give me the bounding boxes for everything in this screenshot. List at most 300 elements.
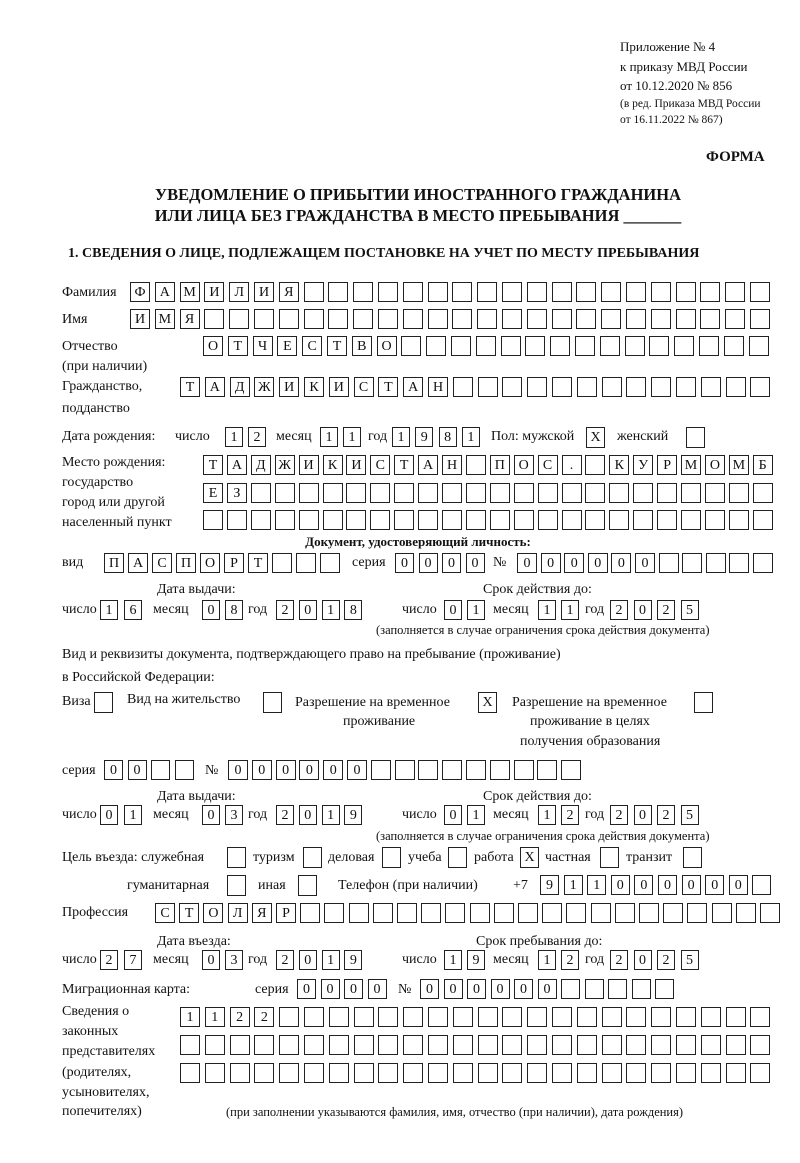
char-box[interactable]: [724, 336, 744, 356]
char-box[interactable]: 9: [344, 805, 362, 825]
char-box[interactable]: [655, 979, 674, 999]
char-box[interactable]: [328, 309, 348, 329]
char-box[interactable]: [701, 377, 721, 397]
char-box[interactable]: [477, 309, 497, 329]
char-box[interactable]: [353, 282, 373, 302]
char-box[interactable]: 0: [299, 760, 319, 780]
char-box[interactable]: [527, 1007, 547, 1027]
char-box[interactable]: [701, 1007, 721, 1027]
char-box[interactable]: [320, 553, 340, 573]
char-box[interactable]: 2: [657, 950, 675, 970]
char-box[interactable]: [328, 282, 348, 302]
char-box[interactable]: Т: [203, 455, 223, 475]
char-box[interactable]: [180, 1035, 200, 1055]
char-box[interactable]: [180, 1063, 200, 1083]
char-box[interactable]: [576, 309, 596, 329]
char-box[interactable]: [452, 282, 472, 302]
char-box[interactable]: 2: [610, 950, 628, 970]
char-box[interactable]: [657, 483, 677, 503]
char-box[interactable]: 2: [561, 950, 579, 970]
char-box[interactable]: [681, 483, 701, 503]
char-box[interactable]: [477, 282, 497, 302]
char-box[interactable]: [229, 309, 249, 329]
char-box[interactable]: 0: [682, 875, 701, 895]
char-box[interactable]: О: [200, 553, 220, 573]
char-box[interactable]: [205, 1035, 225, 1055]
char-box[interactable]: [633, 510, 653, 530]
char-box[interactable]: [552, 309, 572, 329]
char-box[interactable]: [750, 1007, 770, 1027]
char-box[interactable]: [753, 483, 773, 503]
char-box[interactable]: [151, 760, 170, 780]
char-box[interactable]: 0: [252, 760, 272, 780]
char-box[interactable]: 1: [587, 875, 606, 895]
char-box[interactable]: [566, 903, 586, 923]
char-box[interactable]: [649, 336, 669, 356]
char-box[interactable]: 0: [104, 760, 123, 780]
char-box[interactable]: [550, 336, 570, 356]
char-box[interactable]: 1: [343, 427, 361, 447]
char-box[interactable]: И: [299, 455, 319, 475]
char-box[interactable]: [750, 1063, 770, 1083]
char-box[interactable]: [445, 903, 465, 923]
char-box[interactable]: Б: [753, 455, 773, 475]
char-box[interactable]: 2: [657, 600, 675, 620]
char-box[interactable]: [466, 455, 486, 475]
char-box[interactable]: [626, 282, 646, 302]
char-box[interactable]: 1: [538, 600, 556, 620]
char-box[interactable]: Н: [428, 377, 448, 397]
char-box[interactable]: Т: [327, 336, 347, 356]
char-box[interactable]: 8: [225, 600, 243, 620]
char-box[interactable]: [329, 1035, 349, 1055]
char-box[interactable]: 9: [344, 950, 362, 970]
char-box[interactable]: 2: [276, 805, 294, 825]
char-box[interactable]: [346, 483, 366, 503]
char-box[interactable]: [600, 336, 620, 356]
char-box[interactable]: .: [562, 455, 582, 475]
char-box[interactable]: [608, 979, 627, 999]
char-box[interactable]: 9: [540, 875, 559, 895]
char-box[interactable]: К: [609, 455, 629, 475]
char-box[interactable]: 1: [322, 950, 340, 970]
char-box[interactable]: Л: [228, 903, 248, 923]
char-box[interactable]: 0: [202, 600, 220, 620]
char-box[interactable]: Ж: [275, 455, 295, 475]
char-box[interactable]: [699, 336, 719, 356]
char-box[interactable]: [254, 309, 274, 329]
char-box[interactable]: [251, 483, 271, 503]
char-box[interactable]: Ф: [130, 282, 150, 302]
char-box[interactable]: [577, 377, 597, 397]
char-box[interactable]: З: [227, 483, 247, 503]
char-box[interactable]: М: [180, 282, 200, 302]
char-box[interactable]: [324, 903, 344, 923]
char-box[interactable]: [490, 510, 510, 530]
char-box[interactable]: 0: [658, 875, 677, 895]
char-box[interactable]: А: [227, 455, 247, 475]
char-box[interactable]: 0: [444, 600, 462, 620]
char-box[interactable]: М: [155, 309, 175, 329]
char-box[interactable]: [527, 1035, 547, 1055]
char-box[interactable]: [591, 903, 611, 923]
char-box[interactable]: [752, 875, 771, 895]
char-box[interactable]: 0: [202, 805, 220, 825]
char-box[interactable]: [525, 336, 545, 356]
char-box[interactable]: [626, 309, 646, 329]
char-box[interactable]: [442, 510, 462, 530]
char-box[interactable]: 0: [368, 979, 387, 999]
char-box[interactable]: [542, 903, 562, 923]
char-box[interactable]: [304, 1007, 324, 1027]
char-box[interactable]: 0: [564, 553, 584, 573]
char-box[interactable]: 7: [124, 950, 142, 970]
char-box[interactable]: [494, 903, 514, 923]
char-box[interactable]: [502, 282, 522, 302]
char-box[interactable]: [729, 553, 749, 573]
char-box[interactable]: [279, 1035, 299, 1055]
char-box[interactable]: 0: [467, 979, 486, 999]
char-box[interactable]: [251, 510, 271, 530]
char-box[interactable]: [428, 309, 448, 329]
char-box[interactable]: 0: [705, 875, 724, 895]
char-box[interactable]: [451, 336, 471, 356]
char-box[interactable]: [609, 483, 629, 503]
char-box[interactable]: [279, 1007, 299, 1027]
char-box[interactable]: [626, 1063, 646, 1083]
char-box[interactable]: [760, 903, 780, 923]
char-box[interactable]: [676, 1007, 696, 1027]
char-box[interactable]: [403, 1007, 423, 1027]
char-box[interactable]: А: [155, 282, 175, 302]
char-box[interactable]: [575, 336, 595, 356]
char-box[interactable]: [254, 1035, 274, 1055]
char-box[interactable]: 5: [681, 805, 699, 825]
char-box[interactable]: [729, 483, 749, 503]
char-box[interactable]: [478, 377, 498, 397]
sex-male-checkbox[interactable]: X: [586, 427, 605, 448]
char-box[interactable]: [552, 1007, 572, 1027]
char-box[interactable]: [527, 1063, 547, 1083]
char-box[interactable]: А: [205, 377, 225, 397]
char-box[interactable]: [428, 1063, 448, 1083]
char-box[interactable]: [577, 1035, 597, 1055]
char-box[interactable]: 0: [100, 805, 118, 825]
char-box[interactable]: [625, 336, 645, 356]
purpose-tourism-checkbox[interactable]: [303, 847, 322, 868]
edu-residence-checkbox[interactable]: [694, 692, 713, 713]
char-box[interactable]: 3: [225, 950, 243, 970]
char-box[interactable]: [205, 1063, 225, 1083]
char-box[interactable]: [323, 483, 343, 503]
char-box[interactable]: Д: [230, 377, 250, 397]
char-box[interactable]: М: [681, 455, 701, 475]
char-box[interactable]: [609, 510, 629, 530]
char-box[interactable]: 0: [395, 553, 414, 573]
char-box[interactable]: [651, 377, 671, 397]
char-box[interactable]: [700, 309, 720, 329]
char-box[interactable]: [428, 282, 448, 302]
char-box[interactable]: [538, 483, 558, 503]
char-box[interactable]: [353, 309, 373, 329]
char-box[interactable]: [299, 510, 319, 530]
char-box[interactable]: [466, 510, 486, 530]
char-box[interactable]: [490, 483, 510, 503]
char-box[interactable]: 0: [299, 805, 317, 825]
char-box[interactable]: [561, 760, 581, 780]
char-box[interactable]: [395, 760, 415, 780]
char-box[interactable]: [304, 309, 324, 329]
char-box[interactable]: 0: [344, 979, 363, 999]
purpose-business-checkbox[interactable]: [382, 847, 401, 868]
char-box[interactable]: Т: [378, 377, 398, 397]
char-box[interactable]: И: [204, 282, 224, 302]
char-box[interactable]: 1: [467, 600, 485, 620]
char-box[interactable]: [329, 1063, 349, 1083]
char-box[interactable]: В: [352, 336, 372, 356]
char-box[interactable]: [466, 760, 486, 780]
char-box[interactable]: 2: [610, 805, 628, 825]
char-box[interactable]: [537, 760, 557, 780]
char-box[interactable]: [453, 1007, 473, 1027]
char-box[interactable]: П: [490, 455, 510, 475]
char-box[interactable]: [346, 510, 366, 530]
char-box[interactable]: [585, 455, 605, 475]
char-box[interactable]: [175, 760, 194, 780]
char-box[interactable]: Р: [224, 553, 244, 573]
char-box[interactable]: [726, 1063, 746, 1083]
char-box[interactable]: [254, 1063, 274, 1083]
char-box[interactable]: [296, 553, 316, 573]
char-box[interactable]: Т: [180, 377, 200, 397]
char-box[interactable]: И: [346, 455, 366, 475]
char-box[interactable]: [601, 282, 621, 302]
char-box[interactable]: К: [304, 377, 324, 397]
char-box[interactable]: [562, 483, 582, 503]
char-box[interactable]: 5: [681, 600, 699, 620]
char-box[interactable]: [403, 1035, 423, 1055]
char-box[interactable]: [632, 979, 651, 999]
char-box[interactable]: [687, 903, 707, 923]
char-box[interactable]: [478, 1035, 498, 1055]
char-box[interactable]: 2: [276, 950, 294, 970]
char-box[interactable]: [749, 336, 769, 356]
residence-permit-checkbox[interactable]: [263, 692, 282, 713]
char-box[interactable]: [585, 979, 604, 999]
char-box[interactable]: 3: [225, 805, 243, 825]
char-box[interactable]: [518, 903, 538, 923]
char-box[interactable]: И: [329, 377, 349, 397]
char-box[interactable]: [272, 553, 292, 573]
char-box[interactable]: 2: [276, 600, 294, 620]
char-box[interactable]: К: [323, 455, 343, 475]
char-box[interactable]: Т: [179, 903, 199, 923]
char-box[interactable]: [418, 760, 438, 780]
char-box[interactable]: [552, 1063, 572, 1083]
char-box[interactable]: 8: [439, 427, 457, 447]
char-box[interactable]: [354, 1035, 374, 1055]
char-box[interactable]: [279, 1063, 299, 1083]
char-box[interactable]: 2: [610, 600, 628, 620]
char-box[interactable]: [401, 336, 421, 356]
char-box[interactable]: [633, 483, 653, 503]
char-box[interactable]: [676, 309, 696, 329]
char-box[interactable]: [428, 1007, 448, 1027]
char-box[interactable]: 2: [100, 950, 118, 970]
char-box[interactable]: [502, 377, 522, 397]
char-box[interactable]: 0: [538, 979, 557, 999]
char-box[interactable]: Я: [279, 282, 299, 302]
char-box[interactable]: [657, 510, 677, 530]
char-box[interactable]: [476, 336, 496, 356]
char-box[interactable]: [750, 309, 770, 329]
char-box[interactable]: 0: [202, 950, 220, 970]
char-box[interactable]: 0: [299, 950, 317, 970]
char-box[interactable]: 1: [444, 950, 462, 970]
char-box[interactable]: [453, 377, 473, 397]
char-box[interactable]: [750, 377, 770, 397]
char-box[interactable]: 0: [588, 553, 608, 573]
char-box[interactable]: [681, 510, 701, 530]
char-box[interactable]: [378, 282, 398, 302]
char-box[interactable]: [576, 282, 596, 302]
char-box[interactable]: [602, 1007, 622, 1027]
char-box[interactable]: 8: [344, 600, 362, 620]
char-box[interactable]: А: [403, 377, 423, 397]
purpose-other-checkbox[interactable]: [298, 875, 317, 896]
char-box[interactable]: 9: [415, 427, 433, 447]
char-box[interactable]: 0: [634, 875, 653, 895]
char-box[interactable]: О: [377, 336, 397, 356]
char-box[interactable]: 0: [635, 553, 655, 573]
char-box[interactable]: [663, 903, 683, 923]
char-box[interactable]: [466, 483, 486, 503]
char-box[interactable]: [418, 483, 438, 503]
char-box[interactable]: 0: [442, 553, 461, 573]
char-box[interactable]: [552, 1035, 572, 1055]
char-box[interactable]: [394, 510, 414, 530]
char-box[interactable]: 2: [254, 1007, 274, 1027]
char-box[interactable]: С: [155, 903, 175, 923]
char-box[interactable]: [300, 903, 320, 923]
char-box[interactable]: [577, 1063, 597, 1083]
char-box[interactable]: [651, 309, 671, 329]
char-box[interactable]: 0: [321, 979, 340, 999]
purpose-humanitarian-checkbox[interactable]: [227, 875, 246, 896]
char-box[interactable]: 0: [299, 600, 317, 620]
char-box[interactable]: М: [729, 455, 749, 475]
char-box[interactable]: [726, 377, 746, 397]
char-box[interactable]: [712, 903, 732, 923]
char-box[interactable]: [490, 760, 510, 780]
char-box[interactable]: [753, 553, 773, 573]
char-box[interactable]: 0: [466, 553, 485, 573]
char-box[interactable]: [442, 760, 462, 780]
visa-checkbox[interactable]: [94, 692, 113, 713]
char-box[interactable]: А: [418, 455, 438, 475]
char-box[interactable]: [452, 309, 472, 329]
char-box[interactable]: [275, 510, 295, 530]
char-box[interactable]: [304, 1035, 324, 1055]
char-box[interactable]: [453, 1063, 473, 1083]
char-box[interactable]: [552, 282, 572, 302]
char-box[interactable]: 1: [205, 1007, 225, 1027]
char-box[interactable]: [700, 282, 720, 302]
char-box[interactable]: [725, 309, 745, 329]
char-box[interactable]: 0: [729, 875, 748, 895]
char-box[interactable]: [478, 1063, 498, 1083]
char-box[interactable]: 2: [657, 805, 675, 825]
char-box[interactable]: П: [176, 553, 196, 573]
char-box[interactable]: Р: [276, 903, 296, 923]
char-box[interactable]: П: [104, 553, 124, 573]
char-box[interactable]: [626, 1007, 646, 1027]
char-box[interactable]: 0: [276, 760, 296, 780]
char-box[interactable]: 2: [230, 1007, 250, 1027]
char-box[interactable]: 0: [517, 553, 537, 573]
char-box[interactable]: [371, 760, 391, 780]
char-box[interactable]: [397, 903, 417, 923]
char-box[interactable]: Т: [394, 455, 414, 475]
char-box[interactable]: [729, 510, 749, 530]
char-box[interactable]: [349, 903, 369, 923]
char-box[interactable]: 1: [392, 427, 410, 447]
char-box[interactable]: 1: [561, 600, 579, 620]
char-box[interactable]: [585, 510, 605, 530]
char-box[interactable]: [230, 1063, 250, 1083]
char-box[interactable]: 1: [564, 875, 583, 895]
char-box[interactable]: [323, 510, 343, 530]
char-box[interactable]: 1: [320, 427, 338, 447]
char-box[interactable]: [676, 282, 696, 302]
char-box[interactable]: [705, 483, 725, 503]
char-box[interactable]: И: [279, 377, 299, 397]
char-box[interactable]: [750, 282, 770, 302]
char-box[interactable]: [701, 1035, 721, 1055]
char-box[interactable]: [470, 903, 490, 923]
purpose-work-checkbox[interactable]: X: [520, 847, 539, 868]
char-box[interactable]: [651, 1063, 671, 1083]
purpose-official-checkbox[interactable]: [227, 847, 246, 868]
char-box[interactable]: 0: [419, 553, 438, 573]
char-box[interactable]: 0: [491, 979, 510, 999]
char-box[interactable]: 5: [681, 950, 699, 970]
purpose-transit-checkbox[interactable]: [683, 847, 702, 868]
char-box[interactable]: [403, 309, 423, 329]
char-box[interactable]: [602, 1063, 622, 1083]
char-box[interactable]: [651, 1007, 671, 1027]
char-box[interactable]: [227, 510, 247, 530]
char-box[interactable]: [682, 553, 702, 573]
char-box[interactable]: 0: [634, 950, 652, 970]
char-box[interactable]: [527, 377, 547, 397]
char-box[interactable]: [676, 377, 696, 397]
char-box[interactable]: 0: [611, 875, 630, 895]
char-box[interactable]: [453, 1035, 473, 1055]
char-box[interactable]: [562, 510, 582, 530]
char-box[interactable]: О: [203, 903, 223, 923]
char-box[interactable]: [676, 1035, 696, 1055]
char-box[interactable]: [602, 1035, 622, 1055]
char-box[interactable]: 0: [634, 805, 652, 825]
char-box[interactable]: [674, 336, 694, 356]
char-box[interactable]: [626, 377, 646, 397]
char-box[interactable]: [676, 1063, 696, 1083]
char-box[interactable]: [354, 1007, 374, 1027]
char-box[interactable]: [701, 1063, 721, 1083]
char-box[interactable]: 1: [225, 427, 243, 447]
char-box[interactable]: [615, 903, 635, 923]
